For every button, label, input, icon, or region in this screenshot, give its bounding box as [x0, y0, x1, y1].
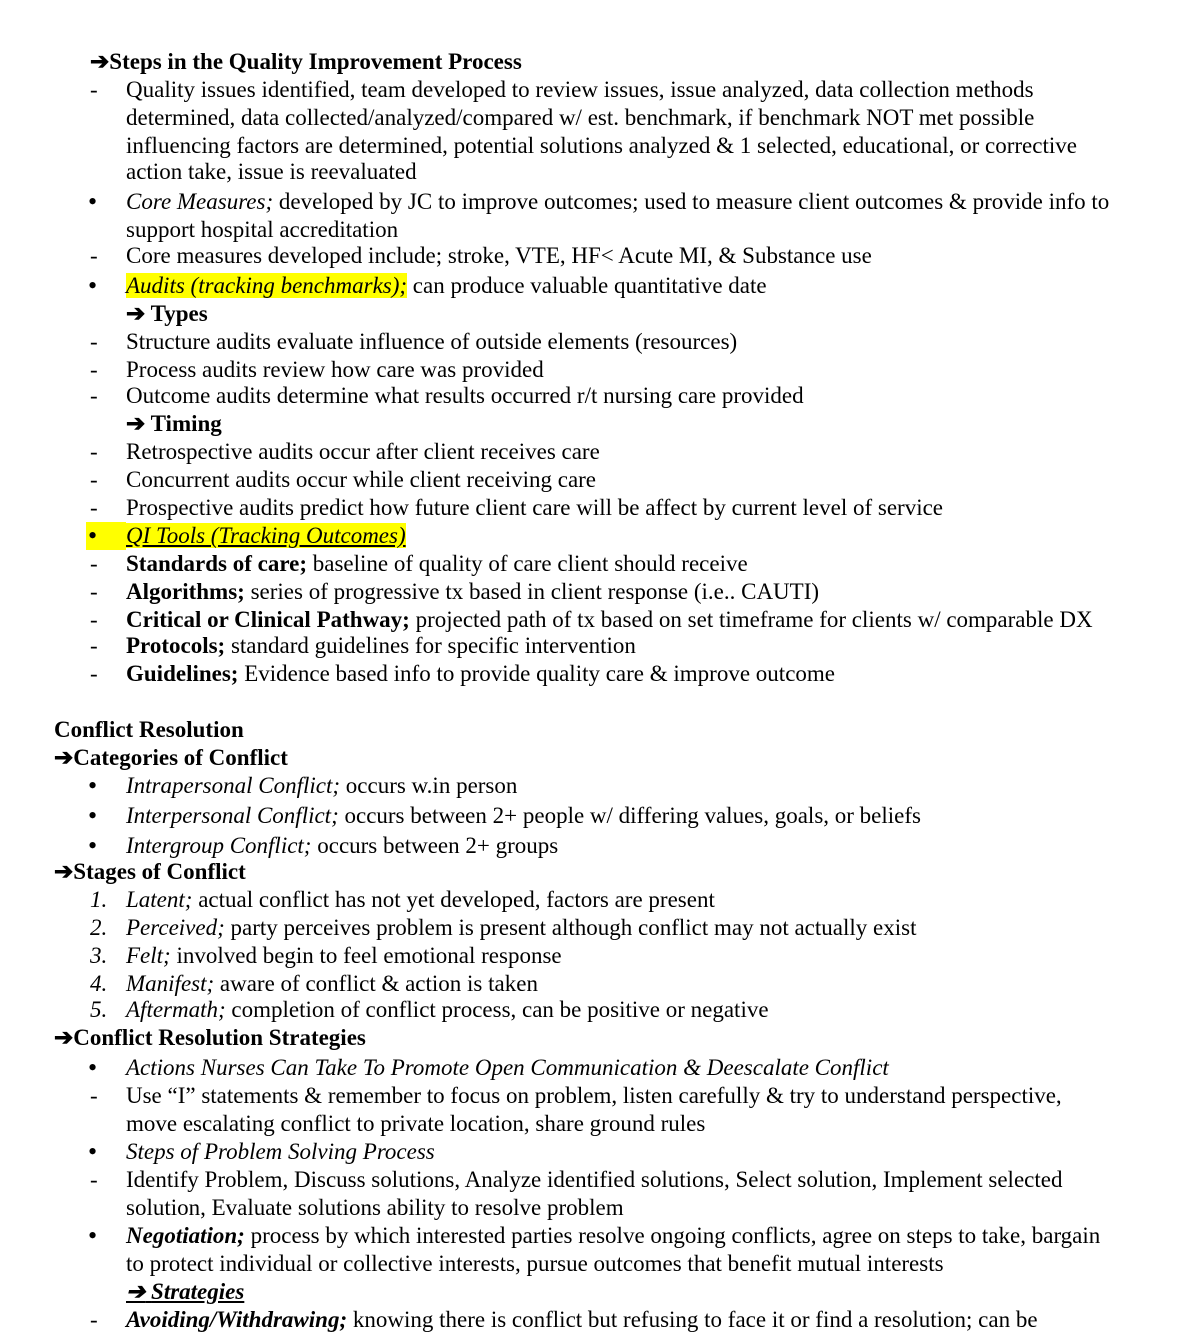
qi-steps-line-3: influencing factors are determined, potential solutions analyzed & 1 selected, educational, or corrective: [126, 133, 1077, 158]
avoiding-line: Avoiding/Withdrawing; knowing there is conflict but refusing to face it or find a resolution; can be: [126, 1307, 1038, 1332]
dash-marker: -: [90, 661, 98, 686]
stage-number: 3.: [90, 943, 108, 968]
bullet-marker: •: [88, 771, 98, 800]
dash-marker: -: [90, 383, 98, 408]
stage-item: Manifest; aware of conflict & action is taken: [126, 971, 538, 996]
problem-solving-heading: Steps of Problem Solving Process: [126, 1139, 435, 1164]
timing-item: Prospective audits predict how future client care will be affect by current level of service: [126, 495, 944, 520]
qi-steps-line-1: Quality issues identified, team developed to review issues, issue analyzed, data collection methods: [126, 77, 1034, 102]
dash-marker: -: [90, 633, 98, 658]
negotiation-line-1: Negotiation; process by which interested parties resolve ongoing conflicts, agree on steps to take, bargain: [126, 1223, 1101, 1248]
stages-heading: ➔Stages of Conflict: [54, 859, 246, 884]
dash-marker: -: [90, 1083, 98, 1108]
arrow-icon: ➔: [90, 49, 110, 74]
bullet-marker: •: [88, 1137, 98, 1166]
qi-tool-item: Critical or Clinical Pathway; projected path of tx based on set timeframe for clients w/ comparable DX: [126, 607, 1093, 632]
conflict-resolution-title: Conflict Resolution: [54, 717, 244, 742]
negotiation-line-2: to protect individual or collective interests, pursue outcomes that benefit mutual interests: [126, 1251, 944, 1276]
stage-number: 1.: [90, 887, 108, 912]
qi-steps-line-4: action take, issue is reevaluated: [126, 159, 417, 184]
arrow-icon: ➔: [126, 1279, 146, 1304]
stage-number: 5.: [90, 997, 108, 1022]
qi-process-heading: ➔Steps in the Quality Improvement Process: [90, 49, 522, 74]
categories-heading: ➔Categories of Conflict: [54, 745, 288, 770]
problem-solving-line-1: Identify Problem, Discuss solutions, Analyze identified solutions, Select solution, Implement selected: [126, 1167, 1063, 1192]
negotiation-strategies-heading: ➔ Strategies: [126, 1279, 245, 1304]
stage-number: 2.: [90, 915, 108, 940]
audits-line: Audits (tracking benchmarks); can produce valuable quantitative date: [126, 273, 767, 298]
dash-marker: -: [90, 243, 98, 268]
stage-item: Latent; actual conflict has not yet developed, factors are present: [126, 887, 715, 912]
arrow-icon: ➔: [54, 1025, 74, 1050]
category-item: Intergroup Conflict; occurs between 2+ groups: [126, 833, 559, 858]
dash-marker: -: [90, 495, 98, 520]
core-measures-line-2: support hospital accreditation: [126, 217, 399, 242]
actions-heading: Actions Nurses Can Take To Promote Open Communication & Deescalate Conflict: [126, 1055, 889, 1080]
highlighted-term: QI Tools (Tracking Outcomes): [126, 523, 406, 548]
dash-marker: -: [90, 329, 98, 354]
dash-marker: -: [90, 607, 98, 632]
arrow-icon: ➔: [54, 859, 74, 884]
qi-tool-item: Protocols; standard guidelines for specific intervention: [126, 633, 636, 658]
stage-item: Perceived; party perceives problem is present although conflict may not actually exist: [126, 915, 917, 940]
qi-steps-line-2: determined, data collected/analyzed/compared w/ est. benchmark, if benchmark NOT met possible: [126, 105, 1035, 130]
core-measures-line-1: Core Measures; developed by JC to improve outcomes; used to measure client outcomes & provide info to: [126, 189, 1110, 214]
types-item: Outcome audits determine what results occurred r/t nursing care provided: [126, 383, 804, 408]
arrow-icon: ➔: [126, 411, 146, 436]
dash-marker: -: [90, 439, 98, 464]
bullet-marker: •: [88, 271, 98, 300]
problem-solving-line-2: solution, Evaluate solutions ability to resolve problem: [126, 1195, 624, 1220]
core-measures-list: Core measures developed include; stroke, VTE, HF< Acute MI, & Substance use: [126, 243, 872, 268]
bullet-marker: •: [88, 1221, 98, 1250]
types-item: Process audits review how care was provided: [126, 357, 544, 382]
dash-marker: -: [90, 77, 98, 102]
stage-number: 4.: [90, 971, 108, 996]
dash-marker: -: [90, 579, 98, 604]
actions-line-2: move escalating conflict to private location, share ground rules: [126, 1111, 706, 1136]
actions-line-1: Use “I” statements & remember to focus on problem, listen carefully & try to understand perspective,: [126, 1083, 1062, 1108]
timing-item: Retrospective audits occur after client receives care: [126, 439, 600, 464]
types-item: Structure audits evaluate influence of outside elements (resources): [126, 329, 738, 354]
arrow-icon: ➔: [54, 745, 74, 770]
bullet-marker: •: [88, 187, 98, 216]
dash-marker: -: [90, 357, 98, 382]
arrow-icon: ➔: [126, 301, 146, 326]
dash-marker: -: [90, 467, 98, 492]
stage-item: Felt; involved begin to feel emotional response: [126, 943, 562, 968]
dash-marker: -: [90, 1307, 98, 1332]
dash-marker: -: [90, 1167, 98, 1192]
bullet-marker: •: [88, 831, 98, 860]
qi-tools-heading: [126, 522, 406, 550]
strategies-heading: ➔Conflict Resolution Strategies: [54, 1025, 366, 1050]
qi-tool-item: Guidelines; Evidence based info to provide quality care & improve outcome: [126, 661, 835, 686]
qi-tool-item: Algorithms; series of progressive tx based in client response (i.e.. CAUTI): [126, 579, 820, 604]
category-item: Interpersonal Conflict; occurs between 2+ people w/ differing values, goals, or beliefs: [126, 803, 921, 828]
highlighted-term: Audits (tracking benchmarks);: [126, 273, 408, 298]
bullet-marker: •: [88, 1053, 98, 1082]
bullet-marker: •: [88, 801, 98, 830]
bullet-marker: •: [86, 522, 126, 550]
qi-tool-item: Standards of care; baseline of quality of care client should receive: [126, 551, 748, 576]
timing-item: Concurrent audits occur while client receiving care: [126, 467, 597, 492]
timing-heading: ➔ Timing: [126, 411, 222, 436]
dash-marker: -: [90, 551, 98, 576]
category-item: Intrapersonal Conflict; occurs w.in person: [126, 773, 518, 798]
stage-item: Aftermath; completion of conflict process, can be positive or negative: [126, 997, 769, 1022]
types-heading: ➔ Types: [126, 301, 208, 326]
